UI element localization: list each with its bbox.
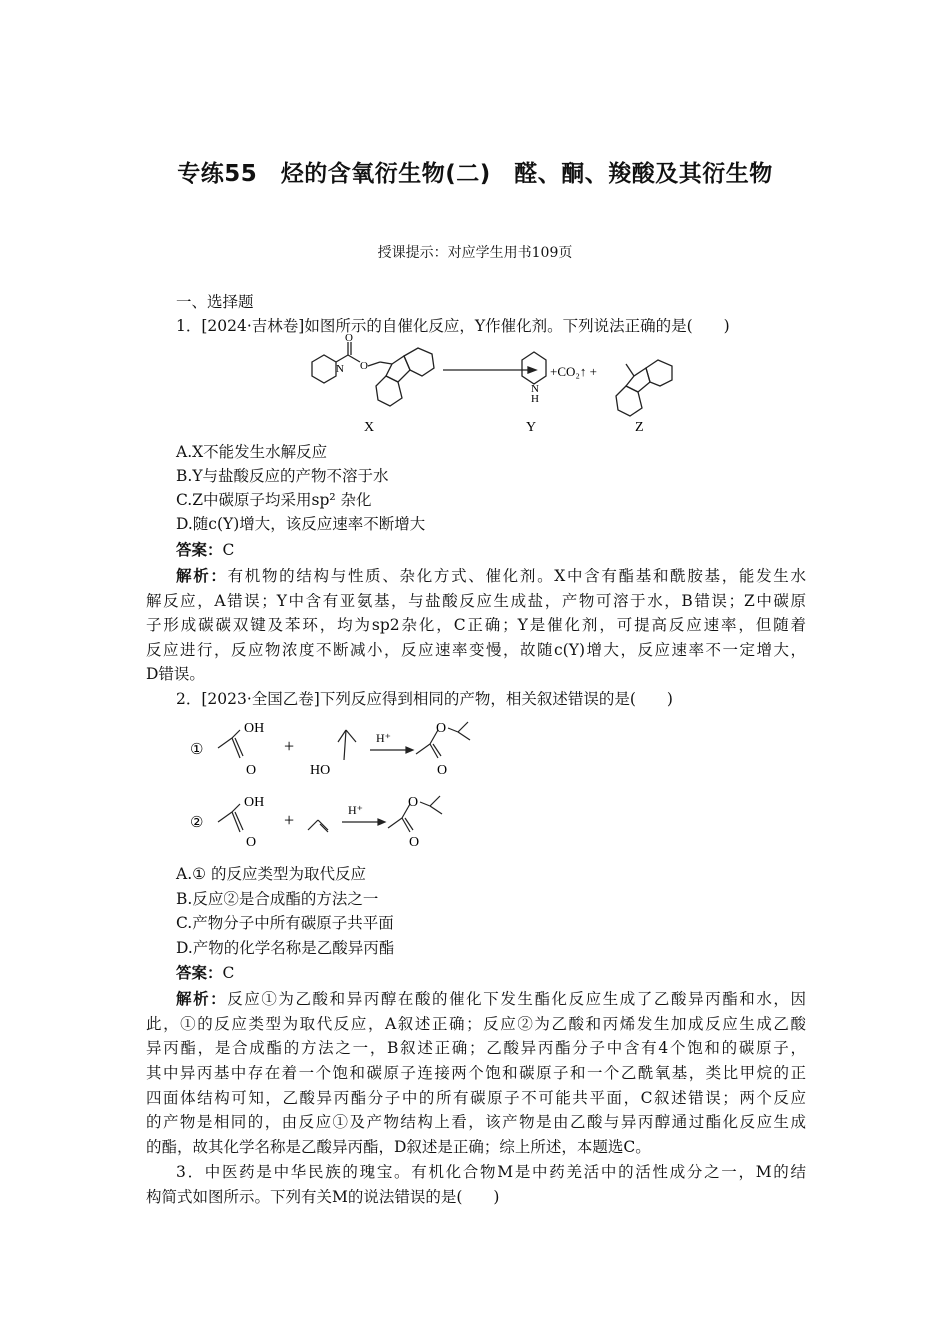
q1-analysis-line-4: 反应进行，反应物浓度不断减小，反应速率变慢，故随c(Y)增大，反应速率不一定增大，: [146, 641, 806, 659]
q1-co2-plus: +CO₂↑ +: [550, 364, 598, 379]
q2-analysis-line-4: 其中异丙基中存在着一个饱和碳原子连接两个饱和碳原子和一个乙酰氧基，类比甲烷的正: [146, 1064, 806, 1082]
q1-y-n-atom: N: [531, 383, 539, 395]
q1-analysis-line-2: 解反应，A错误；Y中含有亚氨基，与盐酸反应生成盐，产物可溶于水，B错误；Z中碳原: [146, 592, 806, 610]
q1-label-x: X: [364, 420, 375, 435]
q1-x-n-atom: N: [336, 363, 344, 375]
q1-answer: 答案：C: [176, 541, 235, 559]
q2-option-c: C.产物分子中所有碳原子共平面: [176, 914, 394, 932]
q2-analysis-line-7: 的酯，故其化学名称是乙酸异丙酯，D叙述是正确；综上所述，本题选C。: [146, 1138, 651, 1156]
q2-analysis-line-1: 解析：反应①为乙酸和异丙醇在酸的催化下发生酯化反应生成了乙酸异丙酯和水，因: [176, 990, 806, 1008]
section-heading: 一、选择题: [176, 293, 254, 311]
q2-r1-o: O: [246, 763, 257, 778]
q1-label-z: Z: [635, 420, 644, 435]
q2-analysis-line-2: 此，①的反应类型为取代反应，A叙述正确；反应②为乙酸和丙烯发生加成反应生成乙酸: [146, 1015, 806, 1033]
q3-stem-line-2: 构简式如图所示。下列有关M的说法错误的是( ): [146, 1188, 500, 1206]
q2-r2-carbonyl-o: O: [409, 835, 420, 850]
q2-r2-plus: +: [284, 810, 295, 830]
q2-reaction-2-marker: ②: [190, 815, 204, 831]
q2-r2-oh: OH: [244, 795, 265, 810]
q1-x-o-ester: O: [360, 360, 368, 372]
textbook-reference: 授课提示：对应学生用书109页: [377, 245, 573, 261]
q2-r1-carbonyl-o: O: [437, 763, 448, 778]
q1-y-h-atom: H: [531, 393, 539, 405]
q1-analysis-line-3: 子形成碳碳双键及苯环，均为sp2杂化，C正确；Y是催化剂，可提高反应速率，但随着: [146, 616, 806, 634]
q2-r1-ester-o: O: [436, 721, 447, 736]
q2-option-d: D.产物的化学名称是乙酸异丙酯: [176, 939, 395, 957]
q1-option-d: D.随c(Y)增大，该反应速率不断增大: [176, 515, 426, 533]
q2-r1-plus: +: [284, 736, 295, 756]
q3-stem-line-1: 3．中医药是中华民族的瑰宝。有机化合物M是中药羌活中的活性成分之一，M的结: [176, 1163, 806, 1181]
page-title: 专练55 烃的含氧衍生物(二) 醛、酮、羧酸及其衍生物: [177, 161, 773, 187]
q1-stem: 1．[2024·吉林卷]如图所示的自催化反应，Y作催化剂。下列说法正确的是( ): [176, 317, 730, 335]
q2-r2-ester-o: O: [408, 795, 419, 810]
q1-option-c: C.Z中碳原子均采用sp² 杂化: [176, 491, 372, 509]
q2-r1-oh: OH: [244, 721, 265, 736]
q1-analysis-line-5: D错误。: [146, 665, 205, 683]
q2-reaction-diagram: [180, 712, 500, 852]
q2-analysis-line-5: 四面体结构可知，乙酸异丙酯分子中的所有碳原子不可能共平面，C叙述错误；两个反应: [146, 1089, 806, 1107]
q1-option-a: A.X不能发生水解反应: [176, 443, 328, 461]
q2-r1-catalyst: H⁺: [376, 731, 391, 745]
q1-option-b: B.Y与盐酸反应的产物不溶于水: [176, 467, 389, 485]
q2-stem: 2．[2023·全国乙卷]下列反应得到相同的产物，相关叙述错误的是( ): [176, 690, 673, 708]
q2-option-b: B.反应②是合成酯的方法之一: [176, 890, 379, 908]
q1-x-o-carbonyl: O: [345, 334, 353, 344]
q2-r2-catalyst: H⁺: [348, 803, 363, 817]
q2-answer: 答案：C: [176, 964, 235, 982]
q1-reaction-diagram: [300, 334, 680, 438]
q2-r1-ho: HO: [310, 763, 331, 778]
q2-analysis-line-3: 异丙酯，是合成酯的方法之一，B叙述正确；乙酸异丙酯分子中含有4个饱和的碳原子，: [146, 1039, 806, 1057]
q2-r2-o: O: [246, 835, 257, 850]
q1-label-y: Y: [526, 420, 537, 435]
q2-analysis-line-6: 的产物是相同的，由反应①及产物结构上看，该产物是由乙酸与异丙醇通过酯化反应生成: [146, 1113, 806, 1131]
q2-option-a: A.① 的反应类型为取代反应: [176, 865, 366, 883]
q2-reaction-1-marker: ①: [190, 742, 204, 758]
q1-analysis-line-1: 解析：有机物的结构与性质、杂化方式、催化剂。X中含有酯基和酰胺基，能发生水: [176, 567, 806, 585]
